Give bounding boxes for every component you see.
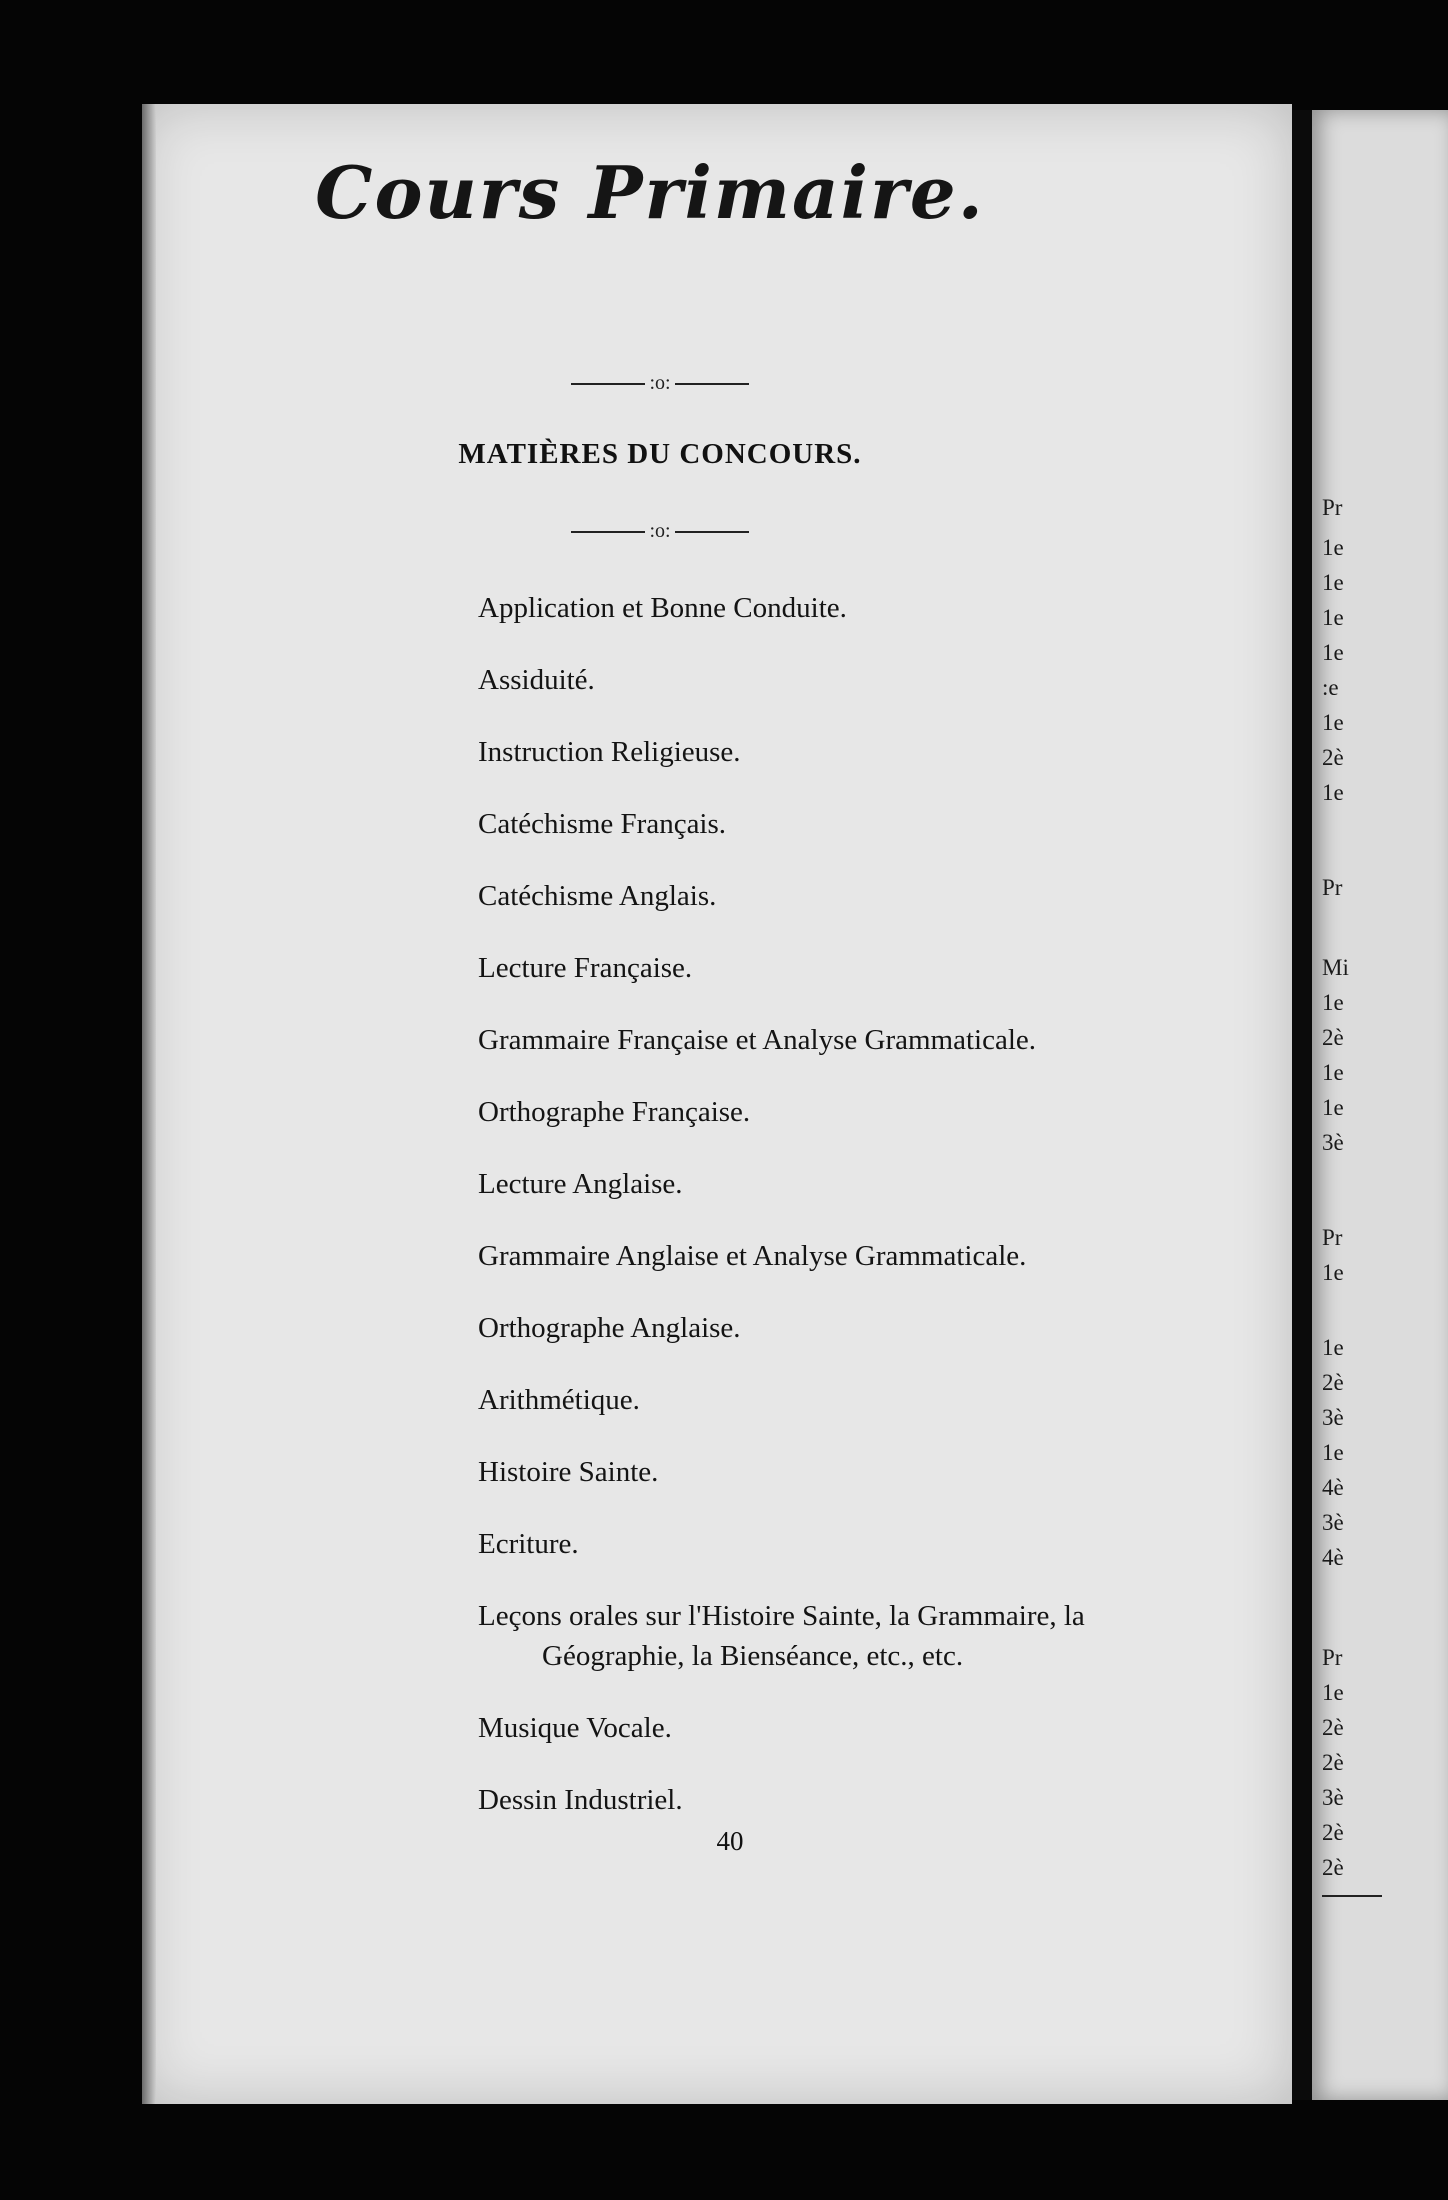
facing-page-fragment: 1e xyxy=(1322,710,1344,735)
facing-page-fragment: 1e xyxy=(1322,640,1344,665)
subject-text: Musique Vocale. xyxy=(478,1712,672,1744)
subject-list xyxy=(478,588,1238,1852)
facing-page-fragment: 1e xyxy=(1322,1680,1344,1705)
facing-page-fragment: 2è xyxy=(1322,1855,1344,1880)
facing-page-fragment: 2è xyxy=(1322,1820,1344,1845)
facing-page xyxy=(1312,110,1448,2100)
subject-item xyxy=(478,1452,1238,1492)
subject-item xyxy=(478,660,1238,700)
subject-text: Ecriture. xyxy=(478,1528,579,1560)
facing-page-fragment: 2è xyxy=(1322,1025,1344,1050)
facing-page-fragment: 2è xyxy=(1322,745,1344,770)
subject-text: Application et Bonne Conduite. xyxy=(478,592,847,624)
facing-page-fragment: 4è xyxy=(1322,1545,1344,1570)
subject-text: Leçons orales sur l'Histoire Sainte, la Grammaire, la xyxy=(478,1600,1085,1632)
facing-page-fragment: 4è xyxy=(1322,1475,1344,1500)
subject-item xyxy=(478,1780,1238,1820)
subject-item xyxy=(478,1164,1238,1204)
facing-page-rule xyxy=(1322,1895,1382,1897)
subject-text: Dessin Industriel. xyxy=(478,1784,683,1816)
facing-page-fragment: 1e xyxy=(1322,1440,1344,1465)
ornament-text: :o: xyxy=(649,520,671,542)
facing-page-fragment: 3è xyxy=(1322,1785,1344,1810)
section-subtitle: MATIÈRES DU CONCOURS. xyxy=(458,438,862,470)
ornament-text: :o: xyxy=(649,372,671,394)
subject-text: Catéchisme Anglais. xyxy=(478,880,717,912)
facing-page-fragment: 3è xyxy=(1322,1510,1344,1535)
subject-text: Grammaire Française et Analyse Grammaticale. xyxy=(478,1024,1037,1056)
facing-page-fragment: 1e xyxy=(1322,990,1344,1015)
page-title: Cours Primaire. xyxy=(315,150,985,235)
subject-item xyxy=(478,1236,1238,1276)
subject-text: Catéchisme Français. xyxy=(478,808,727,840)
subject-text: Lecture Française. xyxy=(478,952,693,984)
facing-page-fragment: Mi xyxy=(1322,955,1349,980)
subject-item xyxy=(478,804,1238,844)
subject-item xyxy=(478,876,1238,916)
subject-item xyxy=(478,732,1238,772)
subject-item xyxy=(478,1308,1238,1348)
subject-text: Lecture Anglaise. xyxy=(478,1168,683,1200)
subject-text: Instruction Religieuse. xyxy=(478,736,741,768)
facing-page-fragment: 1e xyxy=(1322,780,1344,805)
ornament-divider-top xyxy=(500,372,820,395)
subject-item xyxy=(478,1708,1238,1748)
subject-item xyxy=(478,1020,1238,1060)
subject-text-continuation: Géographie, la Bienséance, etc., etc. xyxy=(542,1640,964,1672)
facing-page-fragment: 1e xyxy=(1322,1260,1344,1285)
facing-page-fragment: Pr xyxy=(1322,1645,1343,1670)
subject-item xyxy=(478,1524,1238,1564)
subject-item xyxy=(478,588,1238,628)
subject-item xyxy=(478,1380,1238,1420)
facing-page-fragment: 1e xyxy=(1322,1095,1344,1120)
facing-page-fragment: 1e xyxy=(1322,535,1344,560)
subject-text: Histoire Sainte. xyxy=(478,1456,659,1488)
ornament-divider-bottom xyxy=(500,520,820,543)
facing-page-fragment: 1e xyxy=(1322,1060,1344,1085)
page-number: 40 xyxy=(716,1826,744,1856)
subject-item xyxy=(478,948,1238,988)
subject-text: Grammaire Anglaise et Analyse Grammaticale. xyxy=(478,1240,1027,1272)
facing-page-fragment: 1e xyxy=(1322,570,1344,595)
facing-page-fragment: Pr xyxy=(1322,1225,1343,1250)
subject-text: Orthographe Française. xyxy=(478,1096,751,1128)
facing-page-fragment: 2è xyxy=(1322,1715,1344,1740)
subject-item xyxy=(478,1596,1238,1676)
book-spine xyxy=(1292,110,1312,2100)
subject-text: Orthographe Anglaise. xyxy=(478,1312,741,1344)
facing-page-fragment: 2è xyxy=(1322,1370,1344,1395)
facing-page-fragment: 3è xyxy=(1322,1130,1344,1155)
facing-page-fragment: Pr xyxy=(1322,875,1343,900)
facing-page-fragment: 2è xyxy=(1322,1750,1344,1775)
facing-page-fragment: 1e xyxy=(1322,1335,1344,1360)
facing-page-fragment: 3è xyxy=(1322,1405,1344,1430)
subject-text: Arithmétique. xyxy=(478,1384,640,1416)
facing-page-fragment: 1e xyxy=(1322,605,1344,630)
subject-text: Assiduité. xyxy=(478,664,595,696)
facing-page-fragment: Pr xyxy=(1322,495,1343,520)
facing-page-fragment: :e xyxy=(1322,675,1339,700)
subject-item xyxy=(478,1092,1238,1132)
